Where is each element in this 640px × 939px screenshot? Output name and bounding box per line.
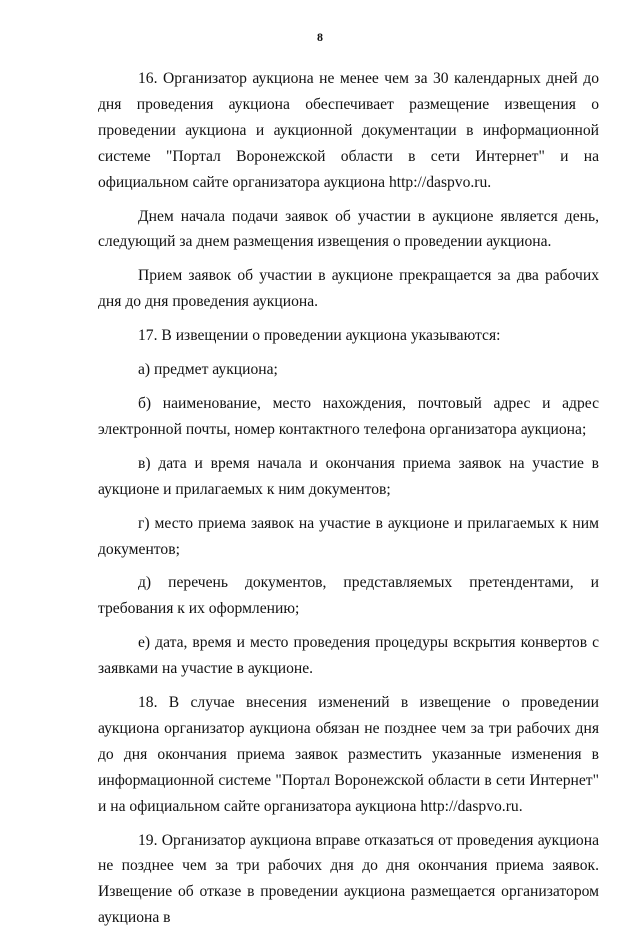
list-item-d: д) перечень документов, представляемых претендентами, и требования к их оформлению; (98, 574, 599, 618)
list-item-a: а) предмет аукциона; (138, 361, 278, 379)
paragraph-16: 16. Организатор аукциона не менее чем за 30 календарных дней до дня проведения аукциона обеспечивает размещение извещения о проведении аукциона и аукционной документации в информационной системе "Портал Воронежской области в сети Интернет" и на официальном сайте организатора аукциона http://daspvo.ru. (98, 70, 599, 191)
paragraph-17: 17. В извещении о проведении аукциона указываются: (138, 327, 501, 345)
list-item-v: в) дата и время начала и окончания приема заявок на участие в аукционе и прилагаемых к ним документов; (98, 454, 599, 498)
document-body (98, 66, 599, 939)
paragraph-application-end: Прием заявок об участии в аукционе прекращается за два рабочих дня до дня проведения аукциона. (98, 267, 599, 311)
paragraph-19: 19. Организатор аукциона вправе отказаться от проведения аукциона не позднее чем за три рабочих дня до дня окончания приема заявок. Извещение об отказе в проведении аукциона размещается организатором аукциона в (98, 831, 599, 927)
list-item-g: г) место приема заявок на участие в аукционе и прилагаемых к ним документов; (98, 514, 599, 558)
list-item-b: б) наименование, место нахождения, почтовый адрес и адрес электронной почты, номер контактного телефона организатора аукциона; (98, 394, 599, 438)
paragraph-application-start: Днем начала подачи заявок об участии в аукционе является день, следующий за днем размещения извещения о проведении аукциона. (98, 207, 599, 251)
page-number: 8 (317, 30, 323, 44)
list-item-e: е) дата, время и место проведения процедуры вскрытия конвертов с заявками на участие в аукционе. (98, 634, 599, 678)
paragraph-18: 18. В случае внесения изменений в извещение о проведении аукциона организатор аукциона обязан не позднее чем за три рабочих дня до дня окончания приема заявок разместить указанные изменения в информационной системе "Портал Воронежской области в сети Интернет" и на официальном сайте организатора аукциона http://daspvo.ru. (98, 694, 599, 815)
